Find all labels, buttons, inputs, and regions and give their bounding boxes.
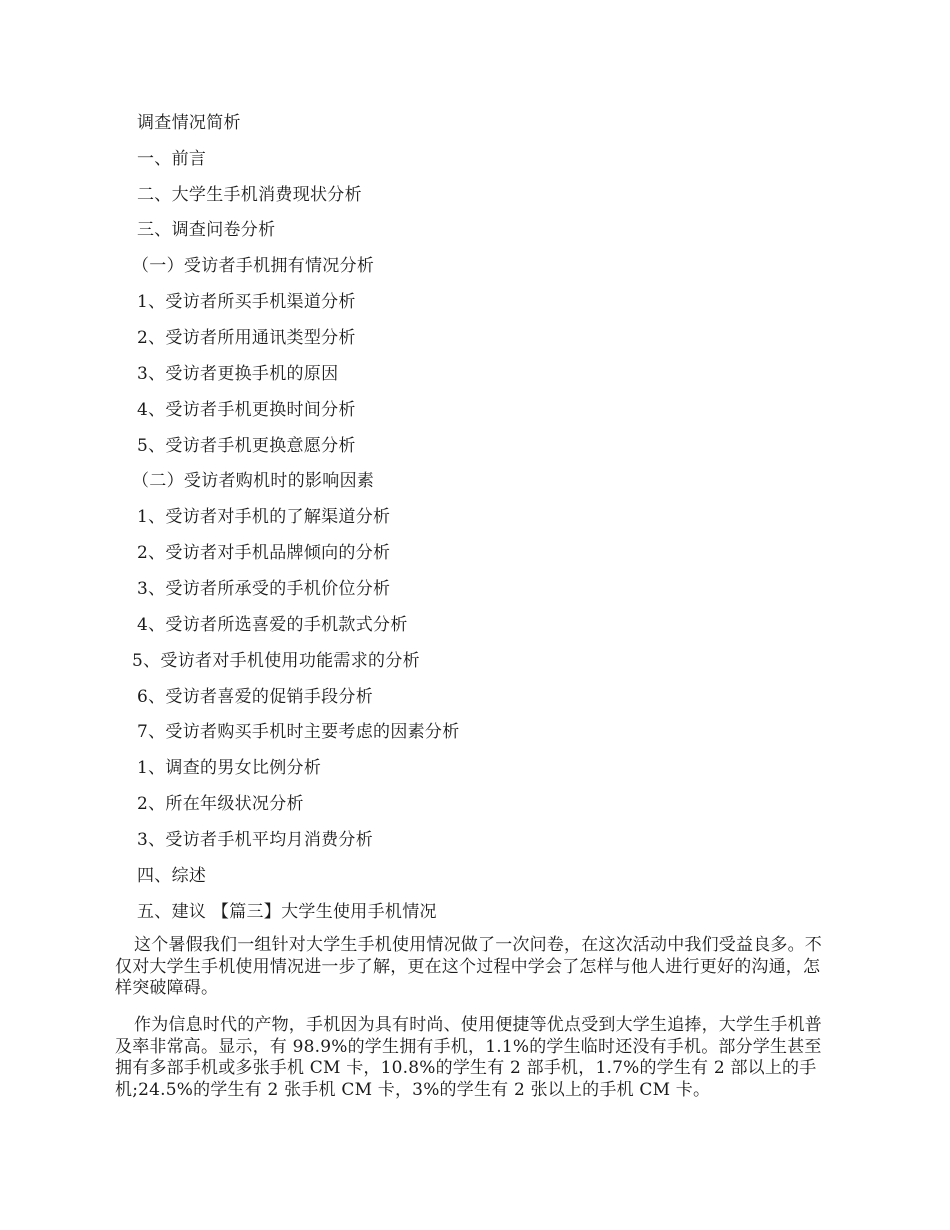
toc-item: 2、受访者对手机品牌倾向的分析: [137, 543, 391, 563]
toc-item: 1、调查的男女比例分析: [137, 758, 322, 778]
toc-item: 7、受访者购买手机时主要考虑的因素分析: [137, 722, 460, 742]
toc-item-preface: 一、前言: [137, 149, 207, 169]
toc-item-summary: 四、综述: [137, 866, 207, 886]
toc-item: 5、受访者手机更换意愿分析: [137, 436, 356, 456]
toc-item: 3、受访者所承受的手机价位分析: [137, 579, 391, 599]
toc-item: 3、受访者更换手机的原因: [137, 364, 339, 384]
toc-item-suggestion: 五、建议 【篇三】大学生使用手机情况: [137, 902, 437, 922]
body-paragraph-2: 作为信息时代的产物，手机因为具有时尚、使用便捷等优点受到大学生追捧，大学生手机普及率非常高。显示，有 98.9%的学生拥有手机，1.1%的学生临时还没有手机。部分学生甚至拥有多部手机或多张手机 CM 卡，10.8%的学生有 2 部手机，1.7%的学生有 2 部以上的手机;24.5%的学生有 2 张手机 CM 卡，3%的学生有 2 张以上的手机 CM 卡。: [115, 1015, 822, 1100]
toc-item-survey: 三、调查问卷分析: [137, 220, 276, 240]
toc-title: 调查情况简析: [137, 113, 241, 133]
body-paragraph-1: 这个暑假我们一组针对大学生手机使用情况做了一次问卷，在这次活动中我们受益良多。不仅对大学生手机使用情况进一步了解，更在这个过程中学会了怎样与他人进行更好的沟通，怎样突破障碍。: [115, 935, 822, 998]
toc-item: 3、受访者手机平均月消费分析: [137, 830, 374, 850]
toc-item: 4、受访者所选喜爱的手机款式分析: [137, 615, 408, 635]
toc-item: 2、受访者所用通讯类型分析: [137, 328, 356, 348]
toc-subsection-1: （一）受访者手机拥有情况分析: [132, 256, 375, 276]
toc-item: 5、受访者对手机使用功能需求的分析: [132, 651, 420, 671]
toc-subsection-2: （二）受访者购机时的影响因素: [132, 471, 375, 491]
toc-item-status: 二、大学生手机消费现状分析: [137, 185, 362, 205]
toc-item: 1、受访者对手机的了解渠道分析: [137, 507, 391, 527]
toc-item: 2、所在年级状况分析: [137, 794, 304, 814]
toc-item: 6、受访者喜爱的促销手段分析: [137, 687, 374, 707]
toc-item: 1、受访者所买手机渠道分析: [137, 292, 356, 312]
toc-item: 4、受访者手机更换时间分析: [137, 400, 356, 420]
